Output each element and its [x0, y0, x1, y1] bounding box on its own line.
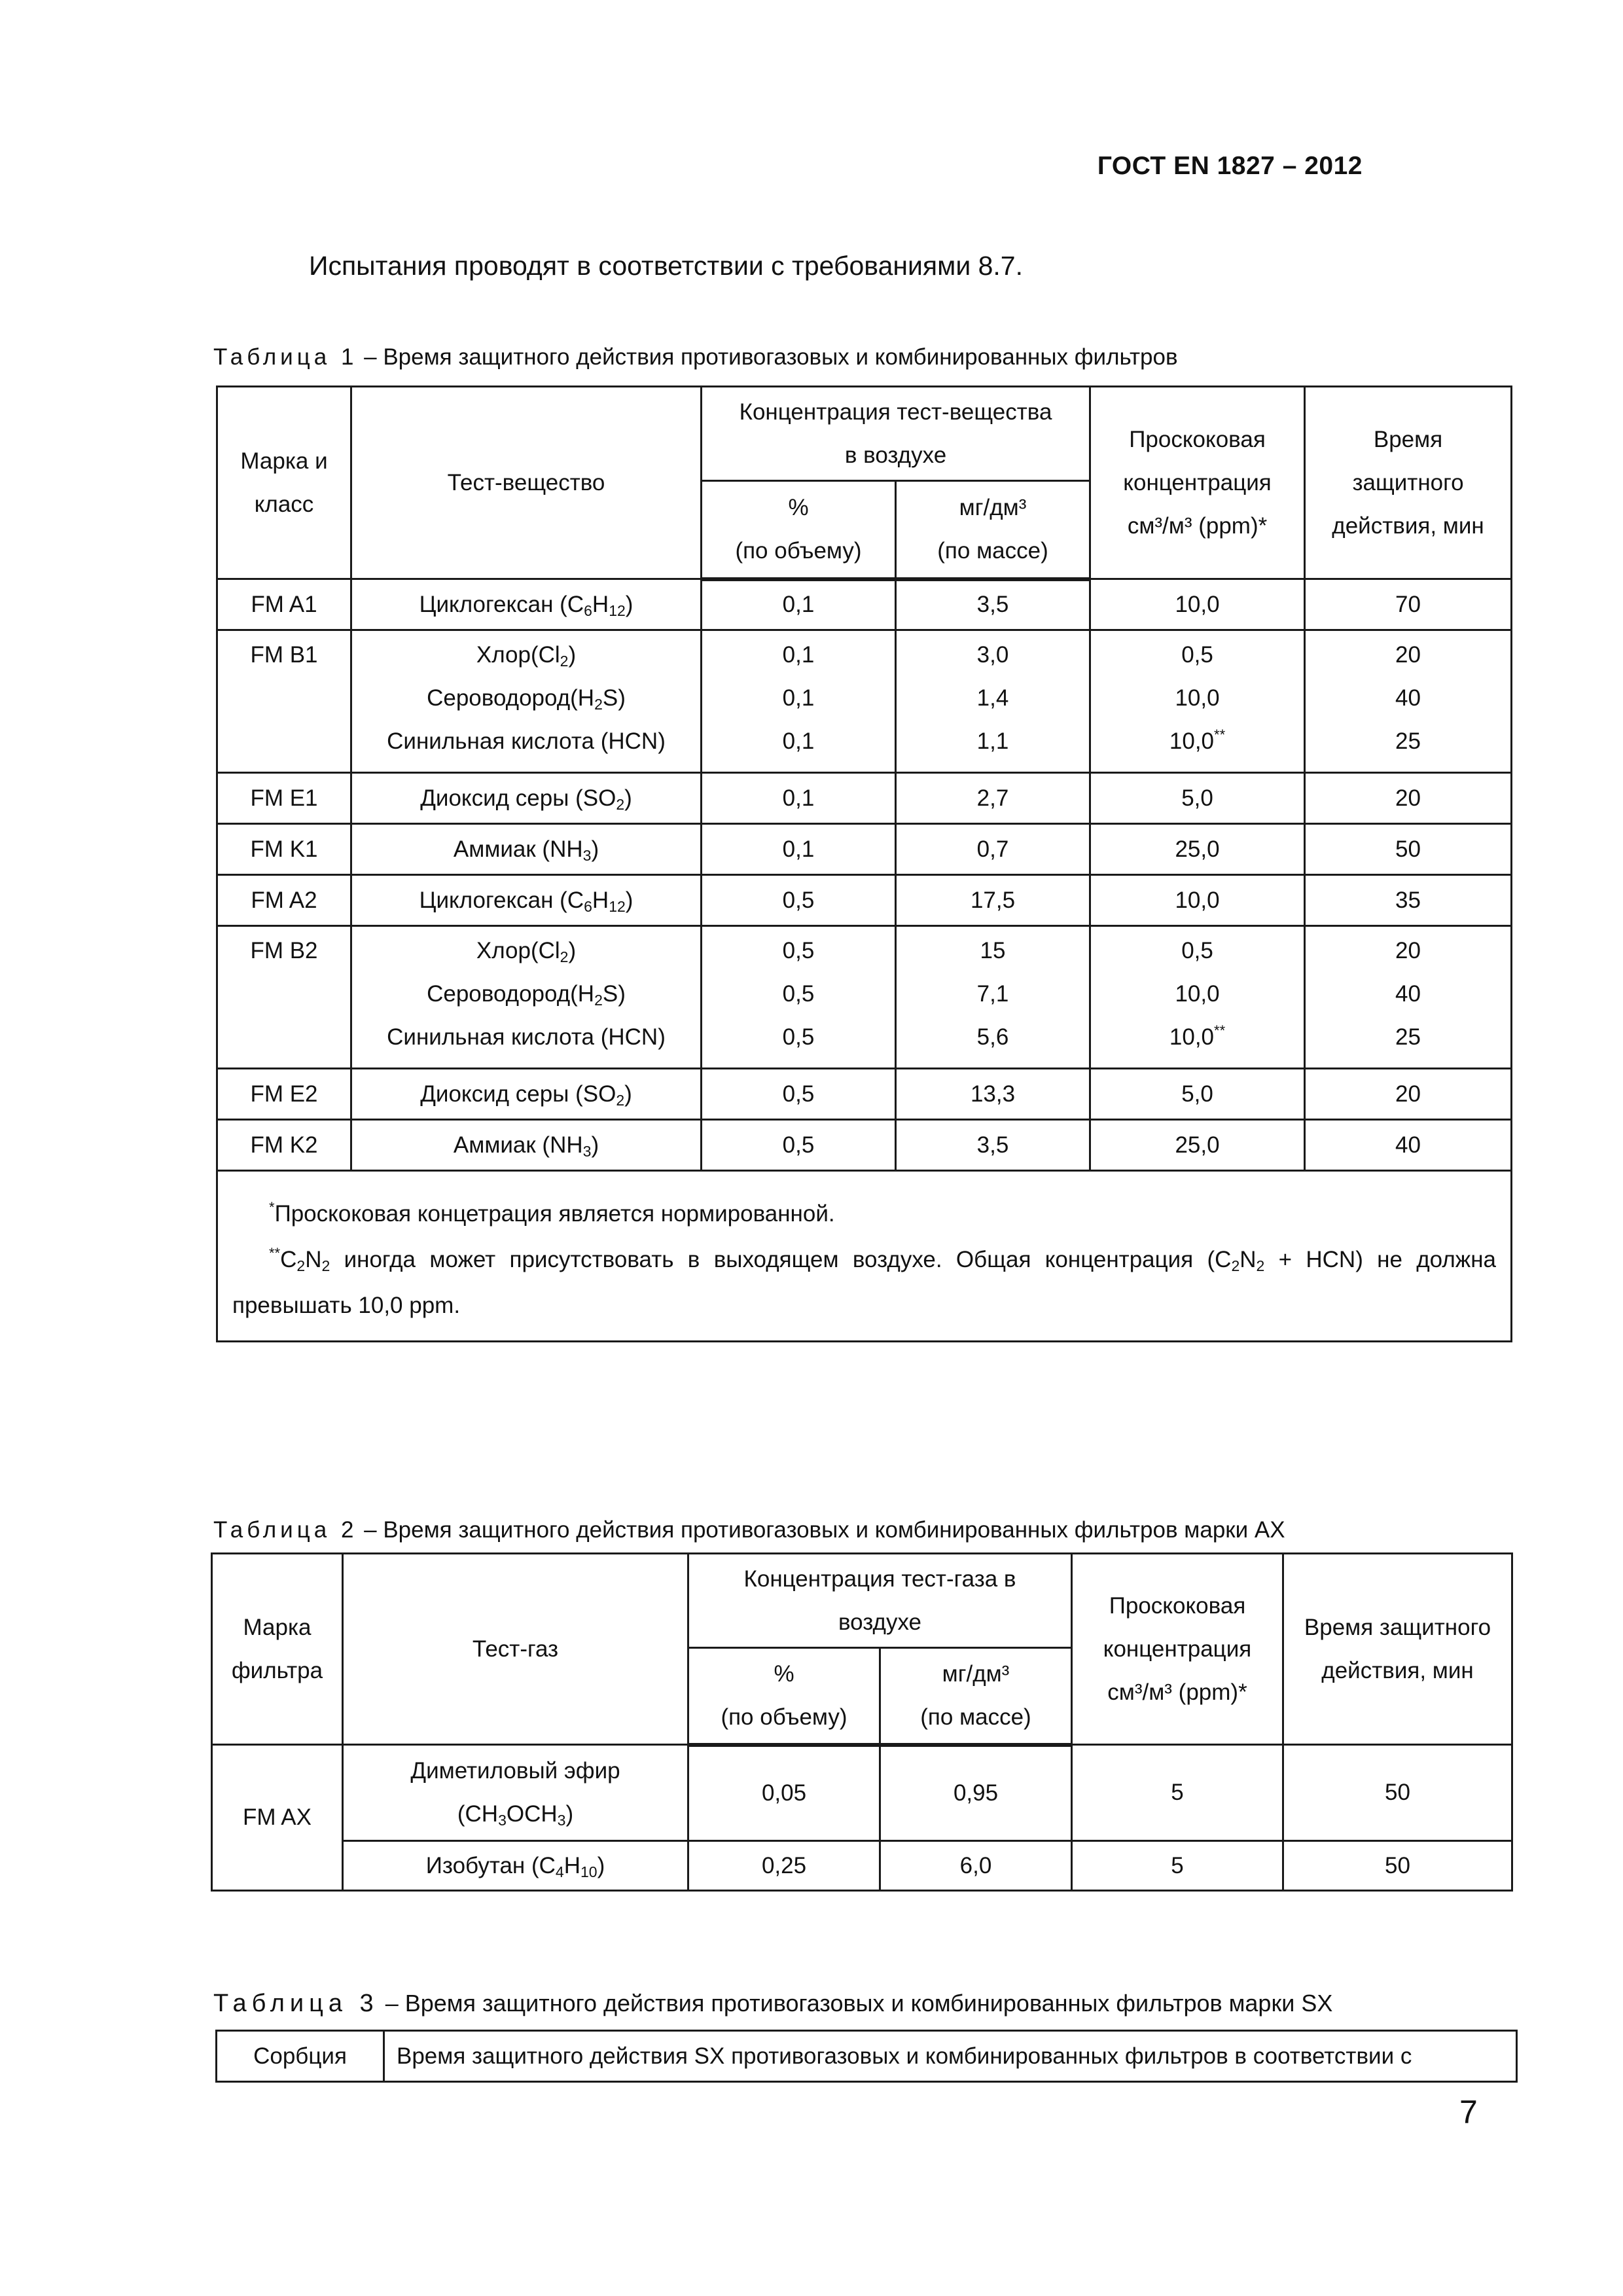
substance-cell — [351, 1069, 702, 1120]
mark-cell: FM E2 — [217, 1069, 351, 1120]
header-text: % — [788, 494, 809, 520]
substance-name: Диоксид серы (SO — [420, 785, 616, 811]
table-row — [212, 1745, 1512, 1841]
substance-cell-line — [356, 973, 696, 1016]
mg-cell — [896, 773, 1090, 824]
formula-sub: 4 — [555, 1863, 564, 1880]
header-text: концентрация — [1103, 1636, 1252, 1662]
substance-name: ) — [568, 642, 577, 668]
breakthrough-value: 5,0 — [1181, 785, 1213, 811]
breakthrough-cell-line — [1095, 973, 1300, 1016]
t3-col-time: Время защитного действия SX противогазовых и комбинированных фильтров в соответствии с — [384, 2031, 1517, 2082]
substance-cell — [351, 1120, 702, 1171]
mark-cell: FM K1 — [217, 824, 351, 875]
note-1-mark: * — [269, 1199, 275, 1215]
note-2-mark: ** — [269, 1245, 281, 1261]
mg-cell — [896, 824, 1090, 875]
header-percent — [702, 481, 896, 579]
substance-sub: 6 — [584, 601, 592, 619]
header-concentration — [702, 387, 1090, 481]
t2-gas-cell — [343, 1841, 688, 1891]
table-row — [217, 875, 1512, 926]
substance-cell-line — [356, 828, 696, 871]
header-text: (по объему) — [721, 1704, 847, 1730]
formula-text: OCH — [506, 1801, 558, 1827]
table1-caption-text: – Время защитного действия противогазовых и комбинированных фильтров — [357, 344, 1178, 370]
document-header: ГОСТ EN 1827 – 2012 — [1097, 152, 1363, 180]
mg-cell-line: 13,3 — [970, 1081, 1016, 1107]
breakthrough-value: 25,0 — [1175, 836, 1220, 862]
t2-header-concentration — [688, 1554, 1072, 1648]
substance-name: Аммиак (NH — [453, 836, 583, 862]
substance-name: Синильная кислота (HCN — [387, 1024, 658, 1050]
header-text: Концентрация тест-вещества — [739, 399, 1052, 425]
substance-sub: 6 — [584, 897, 592, 915]
t2-header-breakthrough — [1072, 1554, 1283, 1745]
percent-cell-line: 0,5 — [782, 938, 815, 963]
time-cell — [1305, 1069, 1512, 1120]
breakthrough-cell-line — [1095, 929, 1300, 973]
substance-sub: 2 — [616, 1091, 625, 1109]
page-number: 7 — [1459, 2094, 1478, 2130]
header-text: мг/дм³ — [959, 494, 1027, 520]
breakthrough-cell-line — [1095, 828, 1300, 871]
mark-cell: FM K2 — [217, 1120, 351, 1171]
percent-cell-line: 0,5 — [782, 1024, 815, 1050]
breakthrough-cell-line — [1095, 879, 1300, 922]
note-2-text: иногда может присутствовать в выходящем воздухе. Общая концентрация (C — [330, 1247, 1232, 1272]
mg-cell-line: 15 — [980, 938, 1006, 963]
t2-header-gas: Тест-газ — [343, 1554, 688, 1745]
percent-cell — [702, 875, 896, 926]
substance-cell — [351, 579, 702, 630]
breakthrough-value: 10,0 — [1169, 728, 1215, 754]
header-time — [1305, 387, 1512, 579]
substance-name: ) — [618, 685, 626, 711]
mg-cell-line: 3,0 — [976, 642, 1009, 668]
substance-cell-line — [356, 677, 696, 720]
time-cell-line: 40 — [1395, 981, 1421, 1007]
time-cell-line: 35 — [1395, 887, 1421, 913]
substance-name: H — [592, 591, 609, 617]
substance-sub: 2 — [560, 948, 569, 965]
percent-cell-line: 0,1 — [782, 836, 815, 862]
table3-caption — [213, 1990, 1332, 2018]
header-text: (по массе) — [937, 537, 1048, 564]
header-text: Время защитного — [1304, 1614, 1491, 1640]
percent-cell — [702, 1120, 896, 1171]
note-2-text: C — [280, 1247, 297, 1272]
header-text: мг/дм³ — [942, 1660, 1010, 1687]
t2-mark-cell: FM AX — [212, 1745, 343, 1891]
table2-caption — [213, 1517, 1285, 1543]
header-substance: Тест-вещество — [351, 387, 702, 579]
t2-break-cell: 5 — [1072, 1745, 1283, 1841]
percent-cell — [702, 630, 896, 773]
percent-cell-line: 0,5 — [782, 1132, 815, 1158]
substance-name: Диоксид серы (SO — [420, 1081, 616, 1107]
table3 — [215, 2030, 1518, 2083]
substance-sub: 3 — [582, 846, 592, 864]
header-text: Марка и — [240, 448, 328, 474]
header-text: см³/м³ (ppm)* — [1107, 1679, 1247, 1705]
breakthrough-cell-line — [1095, 1016, 1300, 1059]
gas-name: Диметиловый эфир — [410, 1758, 620, 1784]
breakthrough-value: 10,0 — [1169, 1024, 1215, 1050]
substance-sub: 2 — [616, 795, 625, 813]
substance-name: Сероводород(H — [427, 981, 595, 1007]
formula-sub: 3 — [498, 1812, 507, 1829]
substance-name: S — [602, 685, 618, 711]
formula-text: ) — [565, 1801, 574, 1827]
formula-text: (CH — [457, 1801, 499, 1827]
note-1-text: Проскоковая концетрация является нормированной. — [274, 1201, 835, 1227]
mg-cell — [896, 630, 1090, 773]
substance-name: H — [592, 887, 609, 913]
breakthrough-cell-line — [1095, 777, 1300, 820]
note-2-sub: 2 — [321, 1257, 330, 1274]
mg-cell-line: 5,6 — [976, 1024, 1009, 1050]
header-text: воздухе — [838, 1609, 922, 1635]
substance-sub: 2 — [560, 653, 569, 670]
breakthrough-note-mark: ** — [1214, 1022, 1226, 1039]
header-text: Марка — [243, 1614, 312, 1640]
breakthrough-value: 10,0 — [1175, 887, 1220, 913]
time-cell — [1305, 773, 1512, 824]
table-row — [212, 1841, 1512, 1891]
substance-cell — [351, 875, 702, 926]
breakthrough-cell — [1090, 1120, 1305, 1171]
formula-text: H — [563, 1852, 580, 1878]
t2-header-mg — [880, 1648, 1072, 1745]
substance-cell-line — [356, 1073, 696, 1116]
substance-cell — [351, 630, 702, 773]
breakthrough-cell-line — [1095, 720, 1300, 763]
formula-sub: 10 — [580, 1863, 597, 1880]
substance-name: S — [602, 981, 618, 1007]
substance-name: ) — [624, 785, 632, 811]
breakthrough-cell-line — [1095, 583, 1300, 626]
substance-cell-line — [356, 929, 696, 973]
time-cell — [1305, 630, 1512, 773]
substance-name: ) — [625, 591, 633, 617]
substance-cell — [351, 773, 702, 824]
t2-mg-cell: 0,95 — [880, 1745, 1072, 1841]
header-mark — [217, 387, 351, 579]
substance-cell-line — [356, 777, 696, 820]
header-text: действия, мин — [1332, 512, 1484, 539]
header-text: Проскоковая — [1109, 1592, 1246, 1619]
substance-cell-line — [356, 583, 696, 626]
substance-name: ) — [568, 938, 577, 963]
percent-cell-line: 0,5 — [782, 981, 815, 1007]
formula-text: ) — [597, 1852, 605, 1878]
table1-caption — [213, 344, 1178, 370]
breakthrough-value: 0,5 — [1181, 938, 1213, 963]
substance-cell-line — [356, 634, 696, 677]
breakthrough-cell — [1090, 773, 1305, 824]
table2-caption-label: Таблица 2 — [213, 1517, 358, 1543]
table1-body — [217, 579, 1512, 1171]
mg-cell — [896, 579, 1090, 630]
time-cell-line: 20 — [1395, 785, 1421, 811]
mg-cell — [896, 875, 1090, 926]
table3-caption-label: Таблица 3 — [213, 1990, 379, 2017]
time-cell-line: 70 — [1395, 591, 1421, 617]
note-2-sub: 2 — [1256, 1257, 1265, 1274]
time-cell — [1305, 1120, 1512, 1171]
time-cell — [1305, 824, 1512, 875]
header-text: в воздухе — [844, 442, 947, 468]
percent-cell-line: 0,1 — [782, 642, 815, 668]
time-cell — [1305, 579, 1512, 630]
header-text: % — [774, 1660, 794, 1687]
header-text: (по массе) — [920, 1704, 1031, 1730]
header-text: действия, мин — [1321, 1657, 1474, 1683]
percent-cell — [702, 579, 896, 630]
table1-caption-label: Таблица 1 — [213, 344, 358, 370]
t2-header-percent — [688, 1648, 880, 1745]
substance-name: Хлор(Cl — [476, 938, 560, 963]
time-cell-line: 40 — [1395, 685, 1421, 711]
mark-cell: FM B2 — [217, 926, 351, 1069]
mg-cell-line: 2,7 — [976, 785, 1009, 811]
t2-break-cell: 5 — [1072, 1841, 1283, 1891]
substance-sub: 12 — [609, 601, 626, 619]
substance-name: ) — [624, 1081, 632, 1107]
time-cell-line: 20 — [1395, 1081, 1421, 1107]
note-2 — [232, 1237, 1496, 1329]
note-1 — [232, 1191, 1496, 1237]
mg-cell-line: 1,4 — [976, 685, 1009, 711]
percent-cell-line: 0,1 — [782, 728, 815, 754]
breakthrough-cell-line — [1095, 634, 1300, 677]
mg-cell — [896, 1069, 1090, 1120]
mg-cell-line: 7,1 — [976, 981, 1009, 1007]
formula-text: Изобутан (C — [425, 1852, 556, 1878]
breakthrough-cell-line — [1095, 677, 1300, 720]
t3-col-sorption: Сорбция — [217, 2031, 384, 2082]
substance-cell-line — [356, 879, 696, 922]
substance-name: ) — [625, 887, 633, 913]
mg-cell-line: 3,5 — [976, 1132, 1009, 1158]
header-text: Концентрация тест-газа в — [743, 1566, 1016, 1592]
t2-gas-cell — [343, 1745, 688, 1841]
t2-time-cell: 50 — [1283, 1745, 1512, 1841]
substance-sub: 2 — [594, 696, 603, 713]
percent-cell — [702, 773, 896, 824]
table-row — [217, 579, 1512, 630]
time-cell-line: 25 — [1395, 1024, 1421, 1050]
table-row — [217, 1120, 1512, 1171]
percent-cell — [702, 926, 896, 1069]
breakthrough-value: 10,0 — [1175, 685, 1220, 711]
note-2-text: N — [305, 1247, 322, 1272]
breakthrough-value: 10,0 — [1175, 591, 1220, 617]
header-text: защитного — [1352, 469, 1464, 495]
formula-sub: 3 — [557, 1812, 566, 1829]
intro-paragraph: Испытания проводят в соответствии с требованиями 8.7. — [309, 251, 1024, 281]
substance-cell — [351, 926, 702, 1069]
time-cell-line: 20 — [1395, 938, 1421, 963]
table-row — [217, 773, 1512, 824]
table-row — [217, 630, 1512, 773]
breakthrough-cell-line — [1095, 1124, 1300, 1167]
substance-sub: 2 — [594, 992, 603, 1009]
note-2-text: N — [1240, 1247, 1257, 1272]
mark-cell: FM A2 — [217, 875, 351, 926]
mg-cell-line: 1,1 — [976, 728, 1009, 754]
percent-cell — [702, 1069, 896, 1120]
gas-formula — [348, 1793, 683, 1836]
table-row — [217, 1069, 1512, 1120]
t2-header-time — [1283, 1554, 1512, 1745]
note-2-text: + HCN) не должна превышать 10,0 ppm. — [232, 1247, 1497, 1318]
substance-name: Циклогексан (C — [419, 591, 584, 617]
t2-time-cell: 50 — [1283, 1841, 1512, 1891]
substance-name: ) — [658, 728, 666, 754]
percent-cell-line: 0,1 — [782, 685, 815, 711]
substance-name: Аммиак (NH — [453, 1132, 583, 1158]
note-2-sub: 2 — [1231, 1257, 1240, 1274]
substance-name: Синильная кислота (HCN — [387, 728, 658, 754]
header-mg — [896, 481, 1090, 579]
header-text: см³/м³ (ppm)* — [1127, 512, 1268, 539]
t2-mg-cell: 6,0 — [880, 1841, 1072, 1891]
breakthrough-value: 10,0 — [1175, 981, 1220, 1007]
table2-caption-text: – Время защитного действия противогазовых и комбинированных фильтров марки AX — [357, 1517, 1285, 1543]
breakthrough-cell — [1090, 926, 1305, 1069]
breakthrough-value: 0,5 — [1181, 642, 1213, 668]
mg-cell-line: 17,5 — [970, 887, 1016, 913]
breakthrough-cell — [1090, 1069, 1305, 1120]
header-text: класс — [254, 491, 314, 517]
substance-cell-line — [356, 1016, 696, 1059]
mark-cell: FM A1 — [217, 579, 351, 630]
table2 — [211, 1552, 1513, 1892]
substance-cell-line — [356, 720, 696, 763]
time-cell-line: 50 — [1395, 836, 1421, 862]
table3-caption-text: – Время защитного действия противогазовых и комбинированных фильтров марки SX — [378, 1990, 1333, 2017]
time-cell-line: 20 — [1395, 642, 1421, 668]
header-text: Время — [1373, 426, 1443, 452]
breakthrough-value: 5,0 — [1181, 1081, 1213, 1107]
table-row — [217, 926, 1512, 1069]
percent-cell-line: 0,1 — [782, 785, 815, 811]
mark-cell: FM E1 — [217, 773, 351, 824]
time-cell-line: 25 — [1395, 728, 1421, 754]
substance-name: ) — [591, 836, 599, 862]
breakthrough-cell-line — [1095, 1073, 1300, 1116]
substance-sub: 3 — [582, 1142, 592, 1160]
note-2-sub: 2 — [296, 1257, 306, 1274]
breakthrough-note-mark: ** — [1214, 726, 1226, 743]
breakthrough-cell — [1090, 579, 1305, 630]
header-text: фильтра — [231, 1657, 323, 1683]
t2-pct-cell: 0,25 — [688, 1841, 880, 1891]
time-cell — [1305, 875, 1512, 926]
percent-cell-line: 0,5 — [782, 887, 815, 913]
substance-sub: 12 — [609, 897, 626, 915]
substance-name: ) — [591, 1132, 599, 1158]
mark-cell: FM B1 — [217, 630, 351, 773]
substance-name: ) — [618, 981, 626, 1007]
percent-cell-line: 0,1 — [782, 592, 815, 618]
substance-cell — [351, 824, 702, 875]
mg-cell — [896, 1120, 1090, 1171]
header-text: (по объему) — [735, 537, 862, 564]
table1-notes — [217, 1171, 1512, 1342]
percent-cell — [702, 824, 896, 875]
substance-name: Хлор(Cl — [476, 642, 560, 668]
table-row — [217, 824, 1512, 875]
substance-name: ) — [658, 1024, 666, 1050]
breakthrough-cell — [1090, 630, 1305, 773]
t2-pct-cell: 0,05 — [688, 1745, 880, 1841]
breakthrough-cell — [1090, 824, 1305, 875]
t2-header-mark — [212, 1554, 343, 1745]
mg-cell — [896, 926, 1090, 1069]
breakthrough-value: 25,0 — [1175, 1132, 1220, 1158]
breakthrough-cell — [1090, 875, 1305, 926]
header-text: концентрация — [1123, 469, 1272, 495]
time-cell — [1305, 926, 1512, 1069]
substance-cell-line — [356, 1124, 696, 1167]
percent-cell-line: 0,5 — [782, 1081, 815, 1107]
time-cell-line: 40 — [1395, 1132, 1421, 1158]
table1 — [216, 386, 1512, 1342]
header-breakthrough — [1090, 387, 1305, 579]
mg-cell-line: 0,7 — [976, 836, 1009, 862]
substance-name: Сероводород(H — [427, 685, 595, 711]
header-text: Проскоковая — [1129, 426, 1266, 452]
mg-cell-line: 3,5 — [976, 592, 1009, 618]
substance-name: Циклогексан (C — [419, 887, 584, 913]
